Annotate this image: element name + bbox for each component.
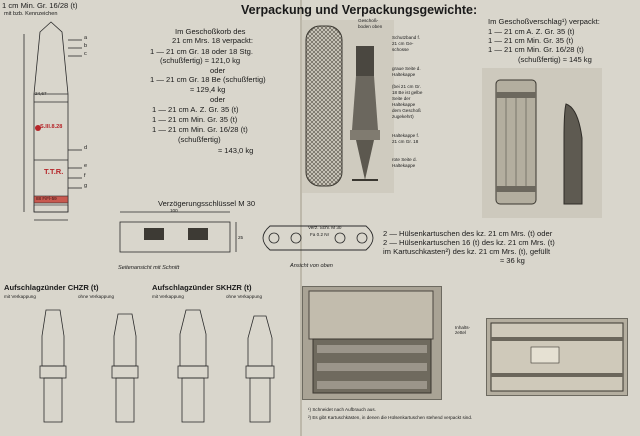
huelsen-line: 2 — Hülsenkartuschen 16 (t) des kz. 21 cm Mrs. (t) <box>383 238 555 247</box>
korb-line: (schußfertig) <box>178 135 221 144</box>
page-title: Verpackung und Verpackungsgewichte: <box>241 3 478 17</box>
basket-label: Geschoß- <box>358 18 379 23</box>
header-caption: 1 cm Min. Gr. 16/28 (t) <box>2 1 78 10</box>
verschlag-line: 1 — 21 cm Min. Gr. 16/28 (t) <box>488 45 584 54</box>
fuze-left-without-cap: ohne Verkappung <box>78 294 115 299</box>
huelsen-line: im Kartuschkasten²) des kz. 21 cm Mrs. (t), gefüllt <box>383 247 551 256</box>
basket-label: Haltekappe <box>392 72 416 77</box>
basket-label: Haltekappe <box>392 102 416 107</box>
verschlag-heading: Im Geschoßverschlag¹) verpackt: <box>488 17 600 26</box>
basket-label: Schutzband f. <box>392 35 421 40</box>
korb-line: oder <box>210 66 226 75</box>
shell-letter-b: b <box>84 43 88 49</box>
basket-label: 21 cm Ge- <box>392 41 414 46</box>
shell-letter-c: c <box>84 51 87 57</box>
basket-label: (bei 21 cm Gr. <box>392 84 421 89</box>
korb-line: 1 — 21 cm Gr. 18 oder 18 Stg. <box>150 47 253 56</box>
shell-letter-g: g <box>84 183 88 189</box>
delay-key-caption-top: Ansicht von oben <box>290 263 333 269</box>
inhaltszettel-label: Inhalts- zettel <box>455 325 471 335</box>
shell-letter-f: f <box>84 173 86 179</box>
huelsen-line: 2 — Hülsenkartuschen des kz. 21 cm Mrs. (t) oder <box>383 229 553 238</box>
shell-letter-a: a <box>84 35 88 41</box>
basket-label: 21 cm Gr. 18 <box>392 139 419 144</box>
korb-line: ≈ 129,4 kg <box>190 85 226 94</box>
shell-drawing <box>18 20 108 250</box>
verschlag-line: (schußfertig) ≈ 145 kg <box>518 55 592 64</box>
basket-label: graue Seite d. <box>392 66 421 71</box>
fuze-left-title: Aufschlagzünder CHZR (t) <box>4 283 99 292</box>
korb-line: 1 — 21 cm Min. Gr. 16/28 (t) <box>152 125 248 134</box>
korb-heading-2: 21 cm Mrs. 18 verpackt: <box>172 36 254 45</box>
basket-label: zugekehrt) <box>392 114 414 119</box>
fuze-drawings <box>0 302 300 432</box>
korb-line: ≈ 143,0 kg <box>218 146 254 155</box>
basket-label: boden oben <box>358 24 383 29</box>
shell-fill-marking: T.T.R. <box>44 167 64 176</box>
fuze-right-without-cap: ohne Verkappung <box>226 294 263 299</box>
crate-photo <box>482 68 602 218</box>
delay-key-height: 25 <box>238 235 244 240</box>
korb-heading: Im Geschoßkorb des <box>175 27 246 36</box>
korb-line: 1 — 21 cm A. Z. Gr. 35 (t) <box>152 105 239 114</box>
korb-line: oder <box>210 95 226 104</box>
shell-stamp: S.III.8.28 <box>40 124 63 130</box>
closed-crate-photo <box>486 318 628 396</box>
basket-label: 18 Be ist gelbe <box>392 90 423 95</box>
korb-line: 1 — 21 cm Min. Gr. 35 (t) <box>152 115 238 124</box>
basket-label: Haltekappe f. <box>392 133 420 138</box>
huelsen-line: ≈ 36 kg <box>500 256 525 265</box>
basket-label: schosse <box>392 47 409 52</box>
basket-label: rote Seite d. <box>392 157 417 162</box>
delay-key-length: 100 <box>170 208 178 213</box>
korb-line: 1 — 21 cm Gr. 18 Be (schußfertig) <box>150 75 266 84</box>
shell-red-band: 88 FiFl-59 <box>36 196 57 201</box>
delay-key-plate-text-2: Fa 0.2 Nr <box>310 232 330 237</box>
basket-photo <box>302 20 394 193</box>
fuze-left-with-cap: mit Verkappung <box>4 294 36 299</box>
delay-key-plate-text: Verz. Schl. M 30 <box>308 225 342 230</box>
fuze-right-with-cap: mit Verkappung <box>152 294 184 299</box>
delay-key-caption-side: Seitenansicht mit Schnitt <box>118 265 180 271</box>
verschlag-line: 1 — 21 cm Min. Gr. 35 (t) <box>488 36 574 45</box>
shell-letter-e: e <box>84 163 88 169</box>
header-caption-2: mit bzb. Kennzeichen <box>4 11 58 17</box>
fuze-right-title: Aufschlagzünder SKHZR (t) <box>152 283 252 292</box>
cartridge-box-photo <box>302 286 442 400</box>
basket-label: Seite der <box>392 96 411 101</box>
delay-key-title: Verzögerungsschlüssel M 30 <box>158 199 256 208</box>
delay-key-side-view <box>110 208 250 263</box>
basket-label: Haltekappe <box>392 163 416 168</box>
korb-line: (schußfertig) ≈ 121,0 kg <box>160 56 241 65</box>
basket-label: dem Geschoß <box>392 108 421 113</box>
shell-letter-d: d <box>84 145 88 151</box>
verschlag-line: 1 — 21 cm A. Z. Gr. 35 (t) <box>488 27 575 36</box>
footnote-2: ²) Es gibt Kartuschkästen, in denen die Hülsenkartuschen stehend verpackt sind. <box>308 415 473 420</box>
shell-top-band: 24,67 <box>35 91 47 96</box>
footnote-1: ¹) Schneidet nach Aufbrauch aus. <box>308 407 376 412</box>
